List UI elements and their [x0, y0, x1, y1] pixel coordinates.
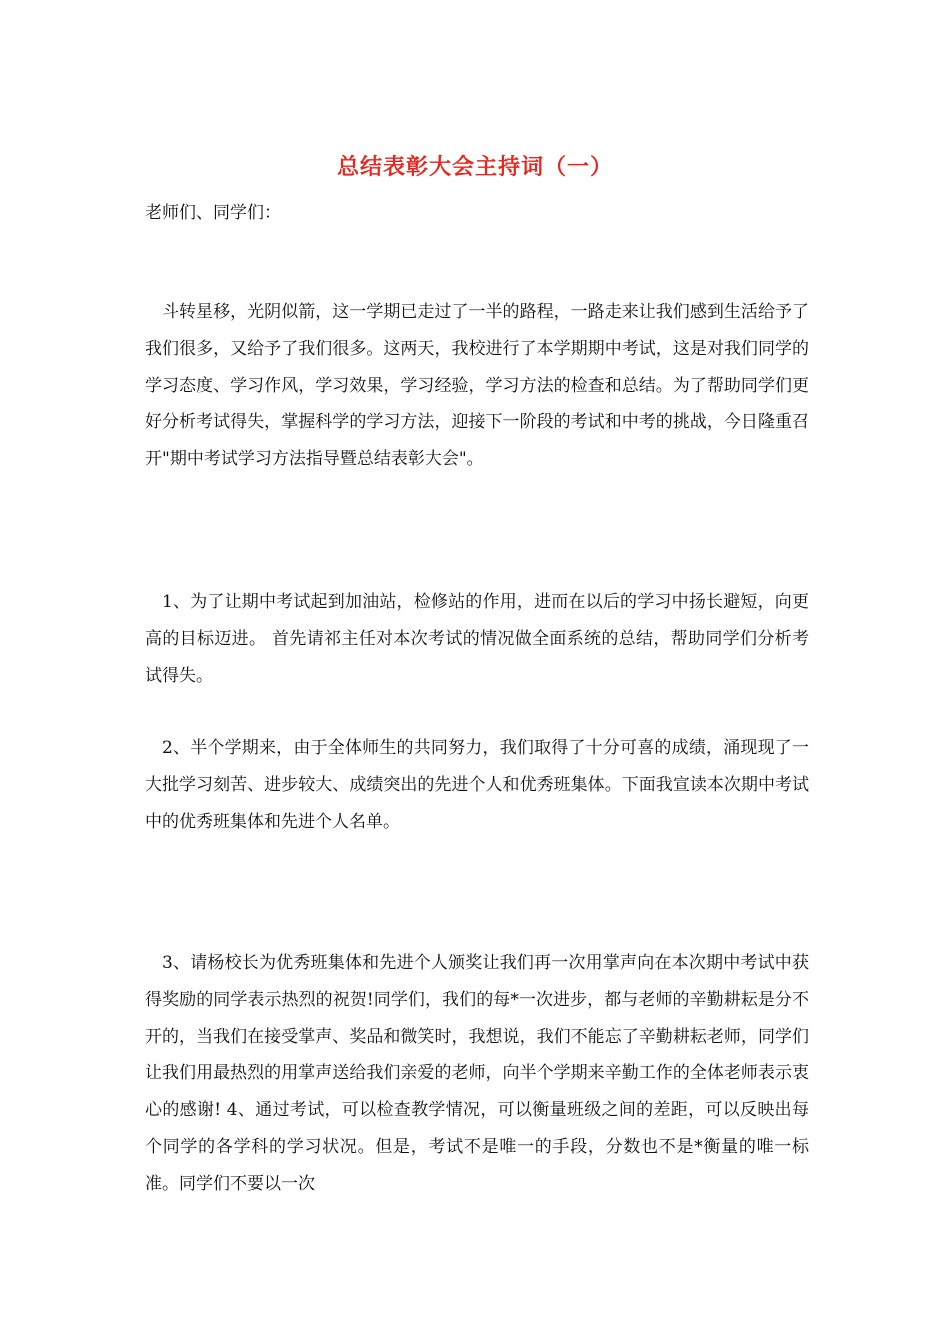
paragraph-item-1: 1、为了让期中考试起到加油站，检修站的作用，进而在以后的学习中扬长避短，向更高的目标迈进。 首先请祁主任对本次考试的情况做全面系统的总结，帮助同学们分析考试得失。: [145, 592, 809, 686]
paragraph-intro: 斗转星移，光阴似箭，这一学期已走过了一半的路程，一路走来让我们感到生活给予了我们很多，又给予了我们很多。这两天，我校进行了本学期期中考试，这是对我们同学的学习态度、学习作风，学习效果，学习经验，学习方法的检查和总结。为了帮助同学们更好分析考试得失，掌握科学的学习方法，迎接下一阶段的考试和中考的挑战，今日隆重召开"期中考试学习方法指导暨总结表彰大会"。: [145, 302, 809, 470]
paragraph-item-3: 3、请杨校长为优秀班集体和先进个人颁奖让我们再一次用掌声向在本次期中考试中获得奖励的同学表示热烈的祝贺!同学们，我们的每*一次进步，都与老师的辛勤耕耘是分不开的，当我们在接受掌声、奖品和微笑时，我想说，我们不能忘了辛勤耕耘老师，同学们让我们用最热烈的用掌声送给我们亲爱的老师，向半个学期来辛勤工作的全体老师表示衷心的感谢! 4、通过考试，可以检查教学情况，可以衡量班级之间的差距，可以反映出每个同学的各学科的学习状况。但是，考试不是唯一的手段，分数也不是*衡量的唯一标准。同学们不要以一次: [145, 953, 809, 1194]
document-title: 总结表彰大会主持词（一）: [336, 154, 613, 180]
salutation: 老师们、同学们：: [145, 203, 281, 223]
paragraph-item-2: 2、半个学期来，由于全体师生的共同努力，我们取得了十分可喜的成绩，涌现现了一大批学习刻苦、进步较大、成绩突出的先进个人和优秀班集体。下面我宣读本次期中考试中的优秀班集体和先进个人名单。: [145, 738, 809, 832]
